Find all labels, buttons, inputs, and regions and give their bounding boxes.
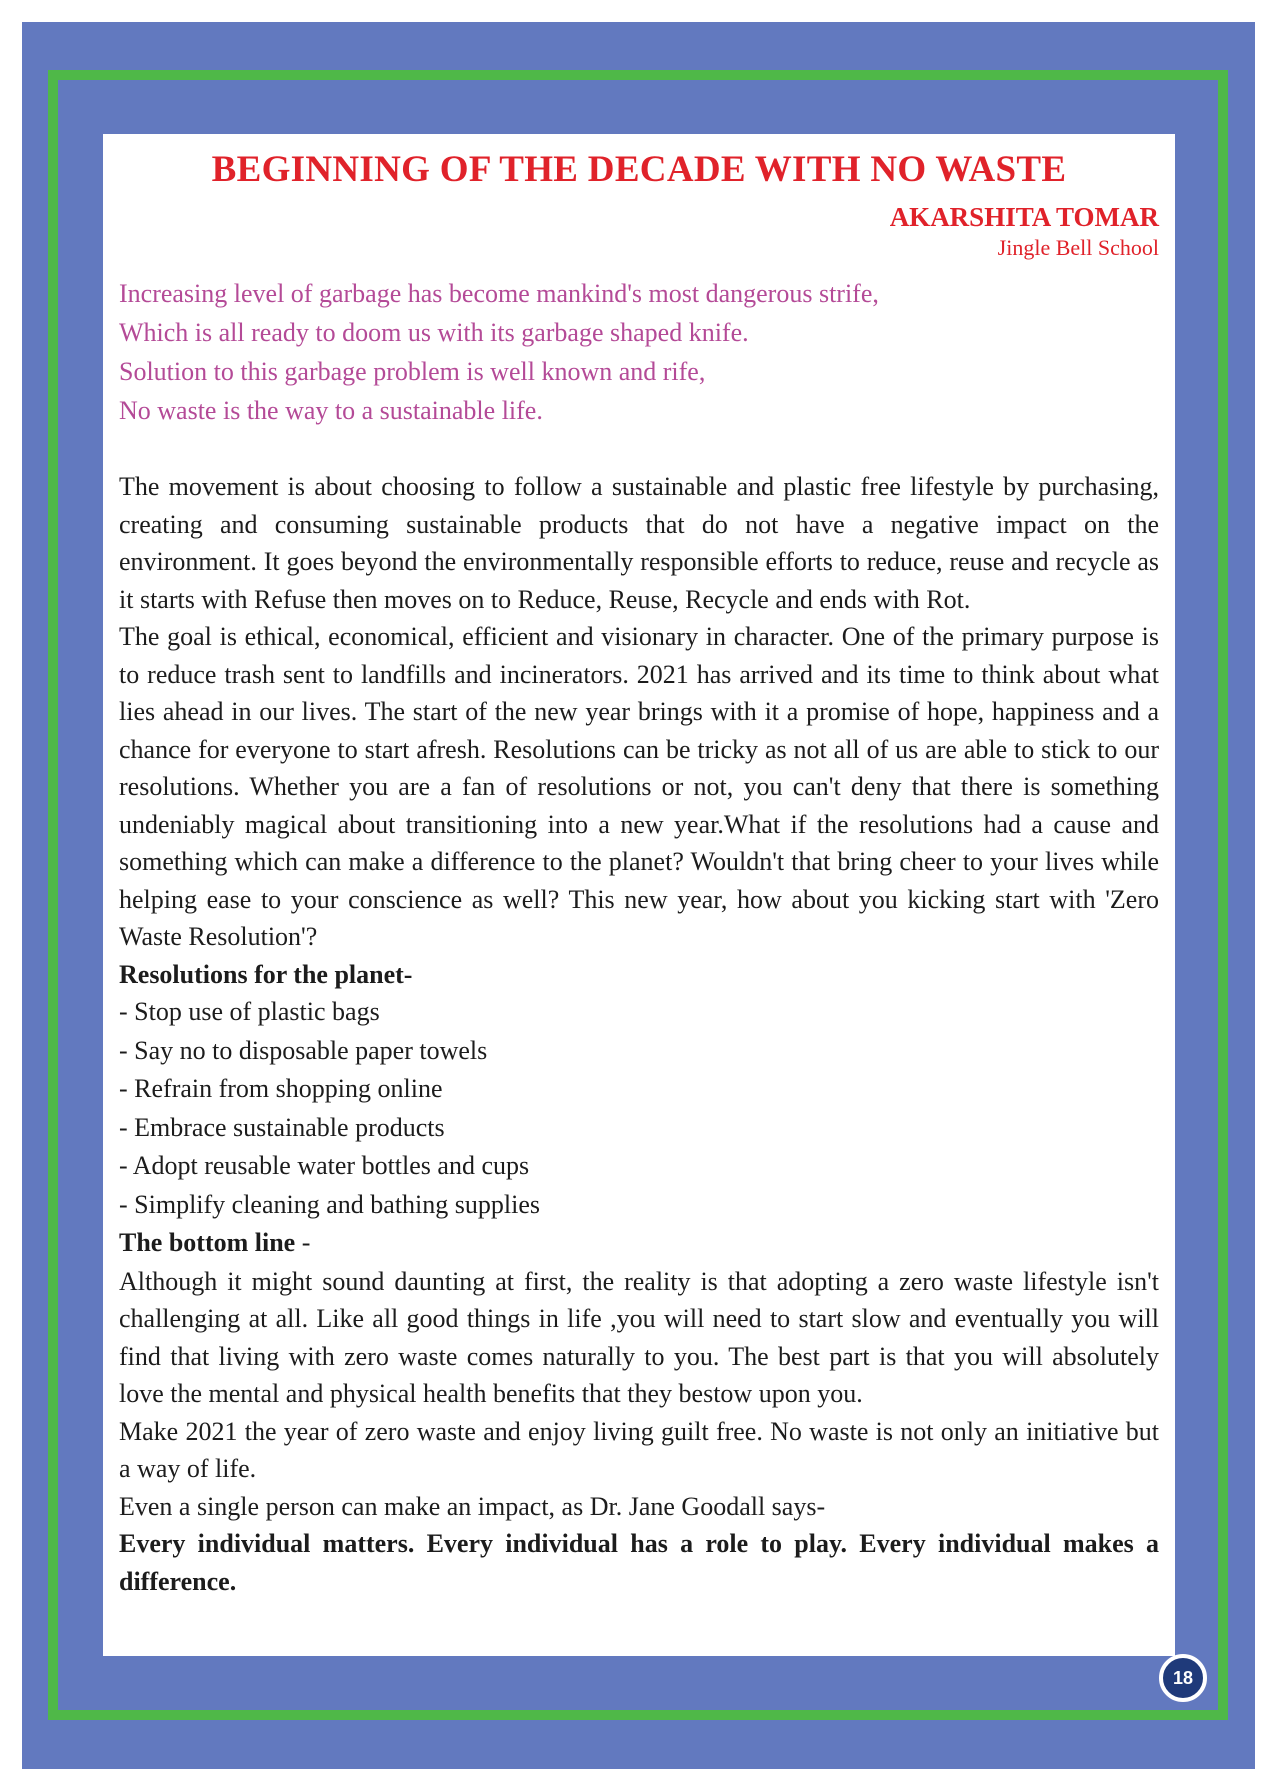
resolutions-heading: Resolutions for the planet- [119,959,413,989]
list-item: - Adopt reusable water bottles and cups [119,1151,530,1180]
list-item: - Embrace sustainable products [119,1112,445,1142]
list-item: - Simplify cleaning and bathing supplies [119,1189,540,1219]
paragraph-bottom-line: Although it might sound daunting at first, the reality is that adopting a zero waste lifestyle isn't challenging at all. Like all good things in life ,you will need to start slow and eventually you will find that living with zero waste comes naturally to you. The best part is that you will absolutely love the mental and physical health benefits that they bestow upon you. [119,1266,1159,1408]
list-item: - Say no to disposable paper towels [119,1035,488,1065]
bottom-line-heading-suffix: - [295,1228,311,1257]
resolutions-list [119,993,1159,1224]
poem-line: Which is all ready to doom us with its garbage shaped knife. [119,318,749,347]
page-number-badge: 18 [1159,1654,1207,1702]
list-item: - Stop use of plastic bags [119,997,380,1026]
poem-line: Solution to this garbage problem is well known and rife, [119,357,706,386]
bottom-line-heading-row [119,1224,1159,1263]
list-item: - Refrain from shopping online [119,1074,443,1103]
bottom-line-heading: The bottom line [119,1228,296,1257]
poem-line: Increasing level of garbage has become mankind's most dangerous strife, [119,279,879,308]
article-content [103,134,1175,1656]
paragraph-make-2021: Make 2021 the year of zero waste and enjoy living guilt free. No waste is not only an initiative but a way of life. [119,1416,1159,1483]
poem [119,274,1159,430]
article-title: BEGINNING OF THE DECADE WITH NO WASTE [211,149,1067,190]
goodall-quote: Every individual matters. Every individual has a role to play. Every individual makes a difference. [119,1529,1159,1596]
poem-line: No waste is the way to a sustainable life. [119,396,543,425]
paragraph-goal: The goal is ethical, economical, efficient and visionary in character. One of the primary purpose is to reduce trash sent to landfills and incinerators. 2021 has arrived and its time to think about what lies ahead in our lives. The start of the new year brings with it a promise of hope, happiness and a chance for everyone to start afresh. Resolutions can be tricky as not all of us are able to stick to our resolutions. Whether you are a fan of resolutions or not, you can't deny that there is something undeniably magical about transitioning into a new year.What if the resolutions had a cause and something which can make a difference to the planet? Wouldn't that bring cheer to your lives while helping ease to your conscience as well? This new year, how about you kicking start with 'Zero Waste Resolution'? [119,622,1159,951]
article-body [119,468,1159,1600]
author-school: Jingle Bell School [997,235,1159,260]
article-author: AKARSHITA TOMAR [889,202,1159,232]
paragraph-single-person: Even a single person can make an impact, as Dr. Jane Goodall says- [119,1491,826,1521]
paragraph-movement: The movement is about choosing to follow a sustainable and plastic free lifestyle by purchasing, creating and consuming sustainable products that do not have a negative impact on the environment. It goes beyond the environmentally responsible efforts to reduce, reuse and recycle as it starts with Refuse then moves on to Reduce, Reuse, Recycle and ends with Rot. [119,472,1159,614]
